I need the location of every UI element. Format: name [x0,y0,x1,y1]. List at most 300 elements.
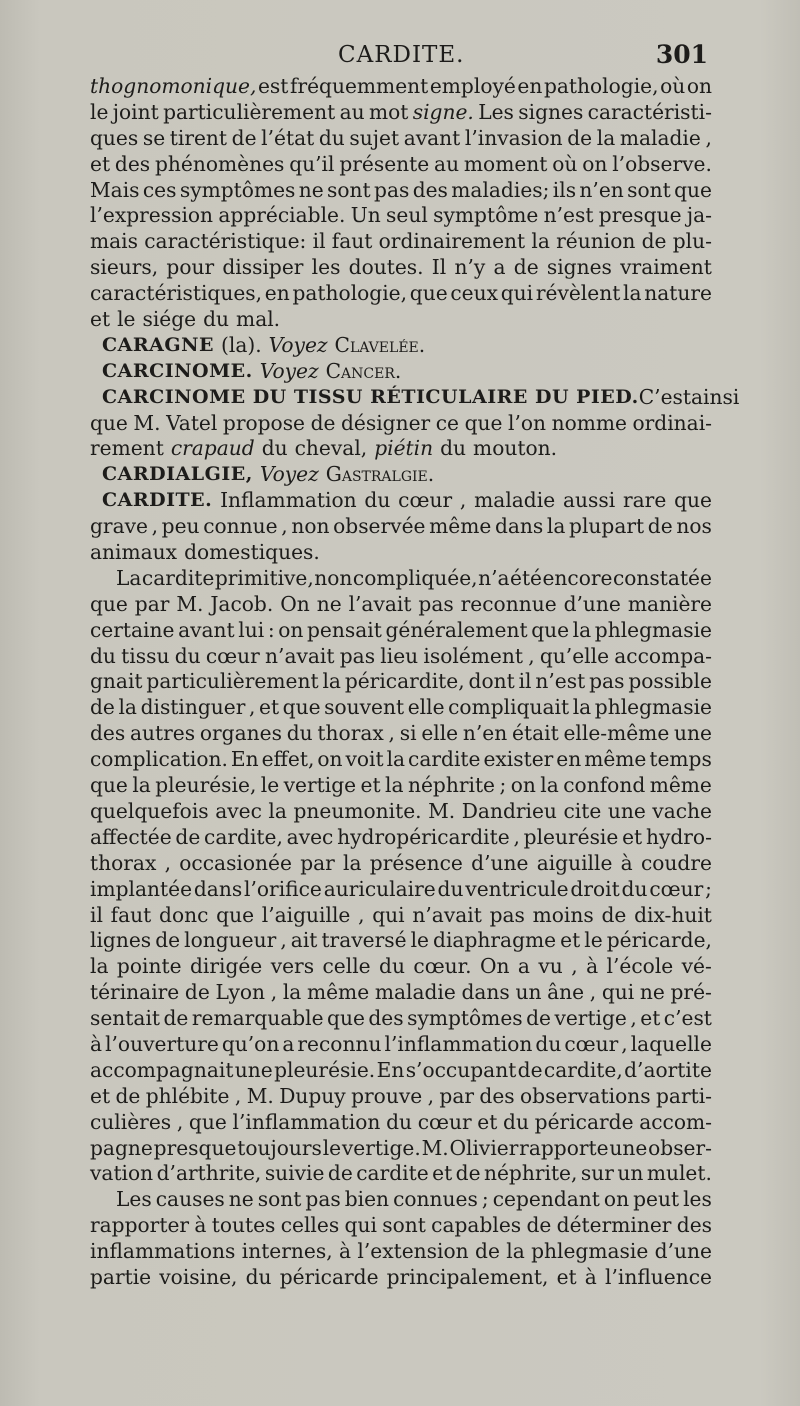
word: présence [369,850,463,875]
word: l’on [507,410,547,435]
word: sur [580,1161,614,1186]
word: que [90,773,128,798]
word: , [589,980,597,1005]
word: phlegmasie [531,1239,649,1264]
word: affectée [90,824,172,849]
word: et [622,824,643,849]
word: cœur. [413,954,472,979]
word: phlegmasie [594,695,712,720]
word: crapaud [170,436,255,461]
word: faut [331,229,373,254]
page-number: 301 [655,40,708,69]
word: il [90,902,103,927]
word: n’en [462,721,508,746]
word: en [556,747,582,772]
word: du [379,954,405,979]
word: piétin [374,436,434,461]
word: qui [500,281,534,306]
word: ces [142,177,177,202]
word: capables [431,1213,522,1238]
word: vertige [554,1006,627,1031]
word: ne [316,591,342,616]
word: une [609,1135,648,1160]
text-line [90,436,712,462]
text-line [90,462,712,488]
word: à [339,1239,352,1264]
word: signe. [412,99,474,124]
word: vé- [681,954,712,979]
word: effet, [261,747,315,772]
word: phlébite [145,1083,230,1108]
word: appréciable. [218,203,346,228]
word: qui [344,1213,377,1238]
word: rement [90,436,164,461]
word: la [343,850,362,875]
text-line [90,695,712,721]
word: désigner [340,410,431,435]
word: celle [322,954,371,979]
word: seul [386,203,428,228]
word: toutes [211,1213,276,1238]
word: péricarde, [606,928,712,953]
word: généralement [385,617,528,642]
word: , [427,1083,435,1108]
word: mot [368,99,409,124]
word: partie [90,1264,152,1289]
word: droit [570,876,620,901]
word: est [257,74,289,98]
word: symptôme [433,203,539,228]
word: de [513,255,539,280]
text-line [90,1161,712,1187]
word: vertige. [341,1135,421,1160]
word: et [560,928,581,953]
word: n’est [535,669,586,694]
word: On [479,954,510,979]
word: , [621,1031,628,1056]
text-line [90,411,712,437]
word: du [364,488,391,513]
word: du [440,436,467,461]
text-line [90,100,712,126]
word: il [518,669,532,694]
word: animaux [90,540,178,565]
word: , [176,1109,184,1134]
word: maladie [474,488,556,513]
text-line [90,152,712,178]
word: sont [257,1187,302,1212]
text-line [90,281,712,307]
word: le [90,99,109,124]
word: connue [203,514,278,539]
word: de [155,928,181,953]
word: et [90,307,111,332]
word: sont [382,1213,426,1238]
text-line [90,747,712,773]
word: au [434,151,460,176]
word: plu- [672,229,712,254]
word: et [477,1109,498,1134]
word: Inflammation [220,488,357,513]
word: de [526,1213,552,1238]
word: que [90,410,128,435]
word: Voyez [268,332,328,357]
word: de [115,1083,141,1108]
word: ne [639,980,665,1005]
word: certaine [90,617,175,642]
word: on [686,74,712,98]
word: moment [463,151,548,176]
word: des [676,1213,712,1238]
word: On [280,591,310,616]
word: , [164,850,172,875]
word: sont [327,177,371,202]
word: vache [652,798,712,823]
word: joint [112,99,159,124]
word: siége [142,307,197,332]
word: CARAGNE [102,333,214,356]
text-line [90,980,712,1006]
word: de [90,695,115,720]
word: la [531,229,550,254]
word: l’état [261,125,315,150]
word: dix-huit [634,902,712,927]
word: occasionée [179,850,292,875]
word: , [705,125,712,150]
word: qu’il [289,151,335,176]
text-line [90,1136,712,1162]
word: Vatel [166,410,218,435]
word: Jacob. [210,591,274,616]
word: l’influence [604,1264,712,1289]
word: le [322,1135,342,1160]
word: on [510,773,536,798]
word: le [117,307,136,332]
word: du [386,1109,412,1134]
word: ainsi [691,384,740,409]
word: des [114,151,151,176]
running-title: CARDITE. [338,42,465,68]
word: Mais [90,177,140,202]
word: d’une [471,850,529,875]
word: constatée [612,565,712,590]
word: voit [345,747,384,772]
text-line [90,721,712,747]
word: du [621,876,648,901]
word: et [360,773,381,798]
word: et [90,151,111,176]
page-header [0,38,800,74]
word: , [151,514,159,539]
word: la [546,514,566,539]
text-line [90,1265,712,1291]
word: manière [627,591,712,616]
word: par [439,1083,475,1108]
word: la [623,281,642,306]
word: Gastralgie. [325,462,435,487]
word: primitive, [214,565,314,590]
word: pathologie, [292,281,408,306]
word: Lyon [215,980,266,1005]
text-line [90,1239,712,1265]
word: La [116,565,142,590]
word: d’arthrite, [156,1161,262,1186]
word: était [512,721,559,746]
word: d’une [654,1239,712,1264]
word: accompagnait [90,1057,234,1082]
word: qui [601,980,635,1005]
word: rare [622,488,667,513]
text-line [90,307,712,333]
word: du [174,643,201,668]
word: à [194,1213,207,1238]
word: si [399,721,417,746]
word: suivie [264,1161,325,1186]
word: avec [286,824,334,849]
word: gnait [90,669,143,694]
word: par [134,591,170,616]
word: thognomonique, [90,74,257,98]
word: propose [222,410,306,435]
word: le [260,773,280,798]
word: vu [538,954,563,979]
text-line [90,384,740,411]
word: toujours [237,1135,322,1160]
word: lui [238,617,265,642]
word: s’occupant [405,1057,517,1082]
word: phénomènes [154,151,285,176]
word: Il [431,255,447,280]
word: de [517,1057,543,1082]
word: Voyez [259,462,319,487]
word: présente [339,151,430,176]
word: cardite, [204,824,283,849]
word: de [647,514,673,539]
word: souvent [324,695,405,720]
word: pneumonite. [293,798,422,823]
word: à [584,1264,597,1289]
text-line [90,618,712,644]
word: pleurésie [523,824,619,849]
word: hydro- [645,824,712,849]
word: une [674,721,712,746]
word: du [203,307,230,332]
word: ques [90,125,139,150]
word: cardite [408,747,481,772]
word: vers [270,954,315,979]
word: ils [552,177,577,202]
word: du [318,125,345,150]
word: CARDITE. [102,489,213,512]
word: que [409,281,448,306]
text-line [90,825,712,851]
word: Olivier [449,1135,519,1160]
word: térinaire [90,980,180,1005]
text-line [90,488,712,514]
word: symptômes [407,1006,523,1031]
text-line [90,851,712,877]
word: exister [483,747,554,772]
word: En [376,1057,405,1082]
word: du [535,1031,562,1056]
text-line [90,359,712,385]
word: ordinai- [632,410,712,435]
word: M. [246,1083,274,1108]
word: ; [499,773,507,798]
word: du [261,436,288,461]
word: la [572,695,592,720]
word: rapporte [519,1135,609,1160]
word: révèlent [535,281,621,306]
word: qu’elle [539,643,610,668]
word: cependant [492,1187,600,1212]
word: dont [468,669,515,694]
word: domestiques. [184,540,320,565]
word: , [270,980,278,1005]
word: la [90,954,109,979]
word: , [459,488,467,513]
word: de [327,1161,353,1186]
word: non [291,514,330,539]
word: a [517,954,530,979]
word: du [437,876,464,901]
word: Les [478,99,514,124]
word: prouve [351,1083,423,1108]
word: inflammations [90,1239,236,1264]
word: que [90,591,128,616]
word: la [386,747,406,772]
word: l’orifice [244,876,322,901]
word: pas [339,643,376,668]
word: du [245,1264,272,1289]
word: : [267,617,275,642]
word: cœur [564,1031,619,1056]
word: dans [494,514,544,539]
word: que [531,617,570,642]
word: , [528,643,535,668]
word: maladies; [451,177,550,202]
word: traversé [321,928,407,953]
word: celles [280,1213,340,1238]
word: aussi [562,488,616,513]
word: par [300,850,335,875]
word: obser- [648,1135,712,1160]
word: des [479,1083,515,1108]
word: donc [159,902,209,927]
word: caractéristiques, [90,281,263,306]
word: tirent [169,125,228,150]
word: le [410,928,429,953]
word: lignes [90,928,152,953]
text-line [90,1058,712,1084]
text-line [90,877,712,903]
text-line [90,229,712,255]
word: organes [199,721,282,746]
word: compliquée, [352,565,478,590]
text-line [90,1084,712,1110]
word: des [412,177,448,202]
word: observations [520,1083,651,1108]
word: pensait [307,617,382,642]
word: on [278,617,304,642]
word: même [306,980,370,1005]
word: la [118,695,137,720]
word: nomme [551,410,627,435]
word: connues [393,1187,478,1212]
word: le [584,928,603,953]
word: nature [644,281,712,306]
word: pagne [90,1135,153,1160]
word: En [230,747,259,772]
word: mouton. [473,436,558,461]
word: , [234,1083,242,1108]
word: distinguer [140,695,246,720]
word: signes [546,255,612,280]
word: et [640,1006,661,1031]
word: M. [176,591,204,616]
word: possible [628,669,712,694]
word: pathologie, [543,74,659,98]
word: phlegmasie [594,617,712,642]
word: un [617,1161,644,1186]
word: que [674,488,712,513]
word: ne [298,177,324,202]
word: âne [547,980,585,1005]
word: causes [155,1187,225,1212]
word: ceux [450,281,499,306]
word: la [132,773,151,798]
word: presque [598,203,682,228]
word: cœur [398,488,453,513]
word: C’est [638,384,691,409]
word: quelquefois [90,798,209,823]
word: il [312,229,326,254]
word: l’avait [348,591,412,616]
word: Dandrieu [461,798,557,823]
word: M. [421,1135,449,1160]
word: observée [333,514,426,539]
word: de [310,410,336,435]
word: CARCINOME. [102,359,253,382]
word: de [163,1006,189,1031]
word: pas [589,669,625,694]
word: (la). [220,332,262,357]
word: d’aortite [624,1057,712,1082]
word: pleurésie, [155,773,257,798]
word: de [601,902,627,927]
word: que [327,1006,365,1031]
word: ne [228,1187,254,1212]
word: nos [676,514,712,539]
text-line [90,255,712,281]
word: principalement, [386,1264,549,1289]
word: caractéristique: [144,229,307,254]
word: du [90,643,116,668]
word: thorax [317,721,384,746]
word: cheval, [294,436,368,461]
word: l’aiguille [261,902,351,927]
word: Un [350,203,381,228]
word: thorax [90,850,157,875]
word: mais [90,229,138,254]
word: pour [166,255,215,280]
word: pleurésie. [274,1057,376,1082]
word: l’extension [357,1239,469,1264]
word: , [280,928,287,953]
word: dissiper [222,255,304,280]
word: reconnu [297,1031,382,1056]
word: non [314,565,353,590]
